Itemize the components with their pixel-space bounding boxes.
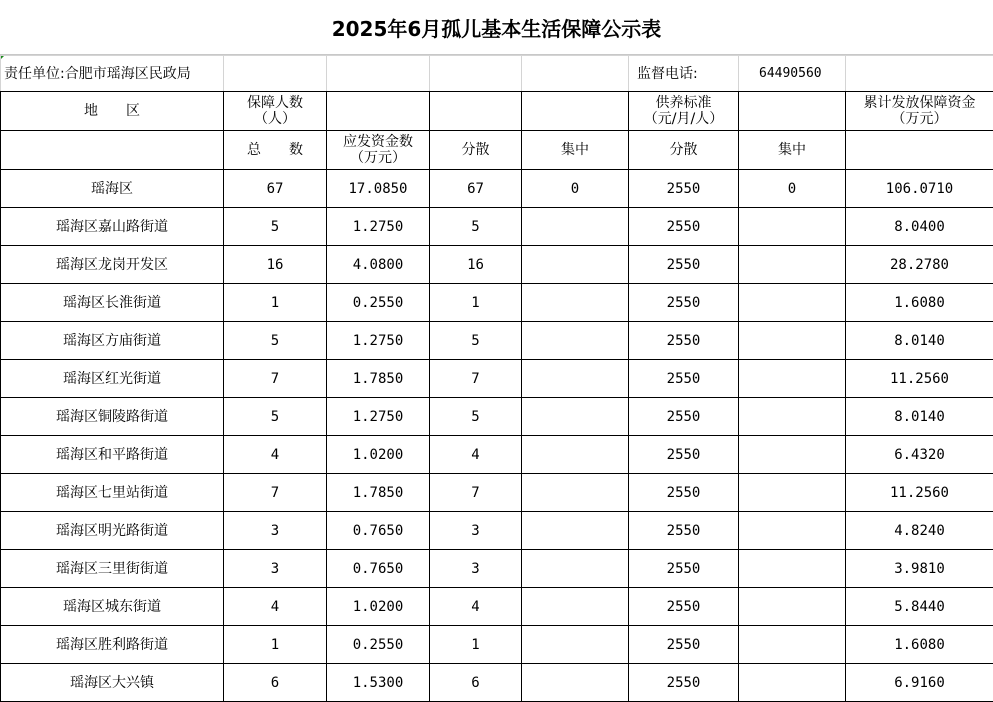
header-row-1 — [1, 92, 993, 131]
cumulative-cell[interactable]: 11.2560 — [846, 360, 993, 398]
table-row — [1, 664, 993, 702]
table-row — [1, 474, 993, 512]
funds-cell[interactable]: 1.5300 — [327, 664, 430, 702]
region-cell[interactable]: 瑶海区方庙街道 — [1, 322, 224, 360]
region-cell[interactable]: 瑶海区三里街街道 — [1, 550, 224, 588]
std-centralized-cell[interactable] — [739, 588, 846, 626]
std-centralized-cell[interactable] — [739, 436, 846, 474]
total-cell[interactable]: 67 — [224, 170, 327, 208]
region-cell[interactable]: 瑶海区和平路街道 — [1, 436, 224, 474]
std-scattered-cell[interactable]: 2550 — [629, 626, 739, 664]
empty-cell[interactable] — [846, 56, 993, 92]
total-cell[interactable]: 5 — [224, 398, 327, 436]
cumulative-cell[interactable]: 6.4320 — [846, 436, 993, 474]
header-people[interactable] — [224, 92, 327, 131]
total-cell[interactable]: 1 — [224, 626, 327, 664]
std-scattered-cell[interactable]: 2550 — [629, 170, 739, 208]
centralized-cell[interactable] — [522, 436, 629, 474]
std-centralized-cell[interactable] — [739, 208, 846, 246]
region-cell[interactable]: 瑶海区龙岗开发区 — [1, 246, 224, 284]
total-cell[interactable]: 7 — [224, 360, 327, 398]
scattered-cell[interactable]: 5 — [430, 208, 522, 246]
header-cumulative-text: 累计发放保障资金 （万元） — [864, 95, 976, 127]
cumulative-cell[interactable]: 3.9810 — [846, 550, 993, 588]
funds-cell[interactable]: 0.7650 — [327, 550, 430, 588]
empty-cell[interactable] — [224, 56, 327, 92]
scattered-cell[interactable]: 67 — [430, 170, 522, 208]
std-centralized-cell[interactable] — [739, 322, 846, 360]
responsible-unit[interactable]: 责任单位:合肥市瑶海区民政局 — [1, 56, 224, 92]
empty-cell[interactable] — [522, 56, 629, 92]
centralized-cell[interactable]: 0 — [522, 170, 629, 208]
funds-cell[interactable]: 1.2750 — [327, 322, 430, 360]
std-centralized-cell[interactable] — [739, 398, 846, 436]
table-row — [1, 512, 993, 550]
region-cell[interactable]: 瑶海区红光街道 — [1, 360, 224, 398]
cumulative-cell[interactable]: 8.0140 — [846, 322, 993, 360]
std-centralized-cell[interactable] — [739, 512, 846, 550]
std-centralized-cell[interactable] — [739, 360, 846, 398]
region-cell[interactable]: 瑶海区明光路街道 — [1, 512, 224, 550]
table-row — [1, 588, 993, 626]
scattered-cell[interactable]: 3 — [430, 512, 522, 550]
table-row — [1, 208, 993, 246]
table-row — [1, 550, 993, 588]
table-row — [1, 284, 993, 322]
scattered-cell[interactable]: 1 — [430, 626, 522, 664]
total-cell[interactable]: 4 — [224, 588, 327, 626]
scattered-cell[interactable]: 7 — [430, 474, 522, 512]
std-scattered-cell[interactable]: 2550 — [629, 474, 739, 512]
info-row — [1, 56, 993, 92]
table-title: 2025年6月孤儿基本生活保障公示表 — [0, 0, 993, 55]
scattered-cell[interactable]: 1 — [430, 284, 522, 322]
scattered-cell[interactable]: 5 — [430, 322, 522, 360]
std-scattered-cell[interactable]: 2550 — [629, 398, 739, 436]
std-scattered-cell[interactable]: 2550 — [629, 512, 739, 550]
cumulative-cell[interactable]: 8.0140 — [846, 398, 993, 436]
cumulative-cell[interactable]: 28.2780 — [846, 246, 993, 284]
empty-cell[interactable] — [430, 92, 522, 131]
empty-cell[interactable] — [327, 92, 430, 131]
region-cell[interactable]: 瑶海区嘉山路街道 — [1, 208, 224, 246]
std-centralized-cell[interactable] — [739, 284, 846, 322]
funds-cell[interactable]: 4.0800 — [327, 246, 430, 284]
funds-cell[interactable]: 1.0200 — [327, 436, 430, 474]
std-scattered-cell[interactable]: 2550 — [629, 284, 739, 322]
region-cell[interactable]: 瑶海区胜利路街道 — [1, 626, 224, 664]
cumulative-cell[interactable]: 6.9160 — [846, 664, 993, 702]
phone-number[interactable]: 64490560 — [739, 56, 846, 92]
total-cell[interactable]: 7 — [224, 474, 327, 512]
funds-cell[interactable]: 1.2750 — [327, 208, 430, 246]
funds-cell[interactable]: 17.0850 — [327, 170, 430, 208]
std-scattered-cell[interactable]: 2550 — [629, 436, 739, 474]
header-row-2 — [1, 131, 993, 170]
header-std-scattered[interactable]: 分散 — [629, 131, 739, 170]
header-scattered[interactable]: 分散 — [430, 131, 522, 170]
std-scattered-cell[interactable]: 2550 — [629, 322, 739, 360]
region-cell[interactable]: 瑶海区长淮街道 — [1, 284, 224, 322]
centralized-cell[interactable] — [522, 474, 629, 512]
centralized-cell[interactable] — [522, 664, 629, 702]
header-region[interactable]: 地 区 — [1, 92, 224, 131]
cumulative-cell[interactable]: 4.8240 — [846, 512, 993, 550]
std-centralized-cell[interactable] — [739, 474, 846, 512]
scattered-cell[interactable]: 4 — [430, 436, 522, 474]
total-cell[interactable]: 5 — [224, 322, 327, 360]
centralized-cell[interactable] — [522, 626, 629, 664]
total-cell[interactable]: 3 — [224, 550, 327, 588]
header-centralized[interactable]: 集中 — [522, 131, 629, 170]
phone-label[interactable]: 监督电话: — [629, 56, 739, 92]
total-cell[interactable]: 5 — [224, 208, 327, 246]
total-cell[interactable]: 16 — [224, 246, 327, 284]
funds-cell[interactable]: 1.7850 — [327, 360, 430, 398]
scattered-cell[interactable]: 16 — [430, 246, 522, 284]
std-centralized-cell[interactable] — [739, 626, 846, 664]
centralized-cell[interactable] — [522, 208, 629, 246]
empty-cell[interactable] — [846, 131, 993, 170]
empty-cell[interactable] — [327, 56, 430, 92]
region-cell[interactable]: 瑶海区城东街道 — [1, 588, 224, 626]
cumulative-cell[interactable]: 11.2560 — [846, 474, 993, 512]
header-due-funds[interactable] — [327, 131, 430, 170]
scattered-cell[interactable]: 3 — [430, 550, 522, 588]
guarantee-table — [0, 55, 993, 702]
table-row — [1, 626, 993, 664]
region-cell[interactable]: 瑶海区七里站街道 — [1, 474, 224, 512]
scattered-cell[interactable]: 7 — [430, 360, 522, 398]
centralized-cell[interactable] — [522, 322, 629, 360]
std-scattered-cell[interactable]: 2550 — [629, 360, 739, 398]
total-cell[interactable]: 6 — [224, 664, 327, 702]
std-scattered-cell[interactable]: 2550 — [629, 664, 739, 702]
funds-cell[interactable]: 0.2550 — [327, 284, 430, 322]
centralized-cell[interactable] — [522, 284, 629, 322]
total-cell[interactable]: 3 — [224, 512, 327, 550]
scattered-cell[interactable]: 4 — [430, 588, 522, 626]
cumulative-cell[interactable]: 5.8440 — [846, 588, 993, 626]
std-scattered-cell[interactable]: 2550 — [629, 550, 739, 588]
cumulative-cell[interactable]: 106.0710 — [846, 170, 993, 208]
empty-cell[interactable] — [739, 92, 846, 131]
region-cell[interactable]: 瑶海区铜陵路街道 — [1, 398, 224, 436]
empty-cell[interactable] — [522, 92, 629, 131]
header-standard[interactable] — [629, 92, 739, 131]
header-cumulative[interactable] — [846, 92, 993, 131]
total-cell[interactable]: 1 — [224, 284, 327, 322]
header-people-text: 保障人数 （人） — [247, 95, 303, 127]
cumulative-cell[interactable]: 1.6080 — [846, 626, 993, 664]
total-cell[interactable]: 4 — [224, 436, 327, 474]
centralized-cell[interactable] — [522, 512, 629, 550]
table-row — [1, 322, 993, 360]
std-centralized-cell[interactable] — [739, 664, 846, 702]
funds-cell[interactable]: 0.7650 — [327, 512, 430, 550]
region-cell[interactable]: 瑶海区 — [1, 170, 224, 208]
funds-cell[interactable]: 0.2550 — [327, 626, 430, 664]
std-scattered-cell[interactable]: 2550 — [629, 208, 739, 246]
centralized-cell[interactable] — [522, 550, 629, 588]
cumulative-cell[interactable]: 8.0400 — [846, 208, 993, 246]
header-std-centralized[interactable]: 集中 — [739, 131, 846, 170]
table-row — [1, 398, 993, 436]
header-total[interactable]: 总 数 — [224, 131, 327, 170]
centralized-cell[interactable] — [522, 360, 629, 398]
funds-cell[interactable]: 1.7850 — [327, 474, 430, 512]
funds-cell[interactable]: 1.2750 — [327, 398, 430, 436]
empty-cell[interactable] — [430, 56, 522, 92]
cumulative-cell[interactable]: 1.6080 — [846, 284, 993, 322]
table-row — [1, 246, 993, 284]
std-centralized-cell[interactable]: 0 — [739, 170, 846, 208]
header-due-funds-text: 应发资金数 （万元） — [343, 134, 413, 166]
table-row — [1, 360, 993, 398]
empty-cell[interactable] — [1, 131, 224, 170]
table-row — [1, 170, 993, 208]
std-scattered-cell[interactable]: 2550 — [629, 246, 739, 284]
std-centralized-cell[interactable] — [739, 550, 846, 588]
centralized-cell[interactable] — [522, 398, 629, 436]
std-centralized-cell[interactable] — [739, 246, 846, 284]
std-scattered-cell[interactable]: 2550 — [629, 588, 739, 626]
header-standard-text: 供养标准 （元/月/人） — [644, 95, 723, 127]
scattered-cell[interactable]: 6 — [430, 664, 522, 702]
centralized-cell[interactable] — [522, 588, 629, 626]
region-cell[interactable]: 瑶海区大兴镇 — [1, 664, 224, 702]
scattered-cell[interactable]: 5 — [430, 398, 522, 436]
funds-cell[interactable]: 1.0200 — [327, 588, 430, 626]
table-row — [1, 436, 993, 474]
centralized-cell[interactable] — [522, 246, 629, 284]
